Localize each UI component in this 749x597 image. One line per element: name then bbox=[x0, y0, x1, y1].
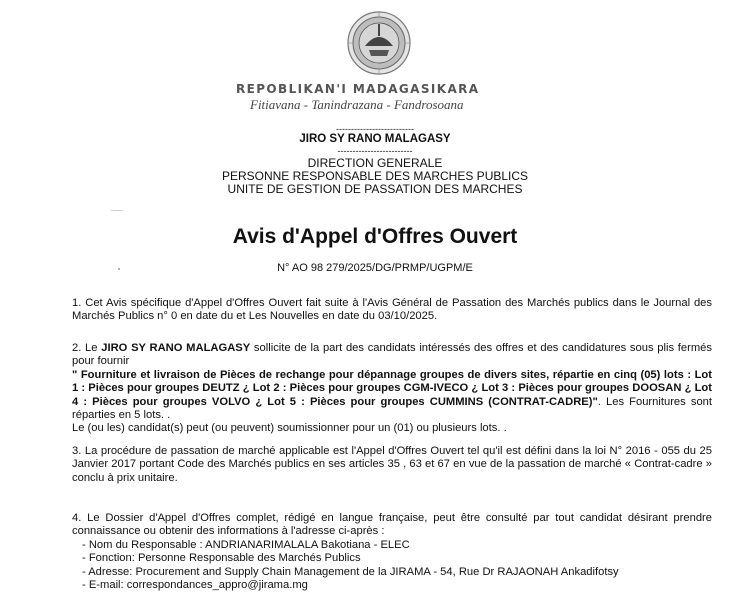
ugpm-line: UNITE DE GESTION DE PASSATION DES MARCHES bbox=[227, 182, 523, 196]
scan-speck bbox=[118, 268, 120, 270]
contact-function: - Fonction: Personne Responsable des Marchés Publics bbox=[82, 552, 361, 565]
separator-line-bottom: ------------------------- bbox=[337, 146, 413, 156]
organization-name: JIRO SY RANO MALAGASY bbox=[299, 133, 451, 145]
direction-line: DIRECTION GENERALE bbox=[307, 156, 443, 170]
p2-tail: . Les Fournitures sont réparties en 5 lots. . bbox=[72, 395, 712, 422]
notice-reference: N° AO 98 279/2025/DG/PRMP/UGPM/E bbox=[277, 262, 473, 274]
p4-intro: 4. Le Dossier d'Appel d'Offres complet, rédigé en langue française, peut être consulté par tout candidat désirant prendre connaissance ou obtenir des informations à l'adresse ci-après : bbox=[72, 512, 712, 538]
p2-organization: JIRO SY RANO MALAGASY bbox=[101, 342, 251, 354]
contact-email: - E-mail: correspondances_appro@jirama.mg bbox=[82, 579, 308, 592]
republic-name: REPOBLIKAN'I MADAGASIKARA bbox=[236, 82, 480, 96]
contact-details-list bbox=[72, 539, 712, 593]
madagascar-seal-icon bbox=[345, 10, 413, 76]
national-motto: Fitiavana - Tanindrazana - Fandrosoana bbox=[250, 97, 464, 112]
paragraph-3: 3. La procédure de passation de marché applicable est l'Appel d'Offres Ouvert tel qu'il est défini dans la loi N° 2016 - 055 du 25 Janvier 2017 portant Code des Marchés publics en ses articles 35 , 63 et 67 en vue de la passation de marché « Contrat-cadre » conclu à prix unitaire. bbox=[72, 445, 712, 484]
paragraph-2 bbox=[72, 342, 712, 436]
p2-lots-note: Le (ou les) candidat(s) peut (ou peuvent) soumissionner pour un (01) ou plusieurs lots. . bbox=[72, 422, 507, 435]
contact-responsible: - Nom du Responsable : ANDRIANARIMALALA Bakotiana - ELEC bbox=[82, 538, 410, 551]
p2-body: sollicite de la part des candidats intéressés des offres et des candidatures sous plis fermés pour fournir bbox=[72, 342, 712, 368]
prmp-line: PERSONNE RESPONSABLE DES MARCHES PUBLICS bbox=[221, 169, 529, 183]
contact-address: - Adresse: Procurement and Supply Chain Management de la JIRAMA - 54, Rue Dr RAJAONAH Ankadifotsy bbox=[82, 565, 619, 578]
notice-title: Avis d'Appel d'Offres Ouvert bbox=[232, 225, 518, 248]
paragraph-4 bbox=[72, 512, 712, 592]
separator-line-top: -------------------------- bbox=[336, 124, 414, 134]
paragraph-1: 1. Cet Avis spécifique d'Appel d'Offres Ouvert fait suite à l'Avis Général de Passation des Marchés publics dans le Journal des Marchés Publics n° 0 en date du et Les Nouvelles en date du 03/10/2025. bbox=[72, 297, 712, 323]
scan-speck bbox=[110, 210, 124, 211]
p2-prefix: 2. Le bbox=[72, 342, 102, 354]
p2-procurement-object: " Fourniture et livraison de Pièces de rechange pour dépannage groupes de divers sites, répartie en cinq (05) lots : Lot 1 : Pièces pour groupes DEUTZ ¿ Lot 2 : Pièces pour groupes CGM-IVECO ¿ Lot 3 : Pièces pour groupes DOOSAN ¿ Lot 4 : Pièces pour groupes VOLVO ¿ Lot 5 : Pièces pour groupes CUMMINS (CONTRAT-CADRE)" bbox=[72, 368, 712, 408]
